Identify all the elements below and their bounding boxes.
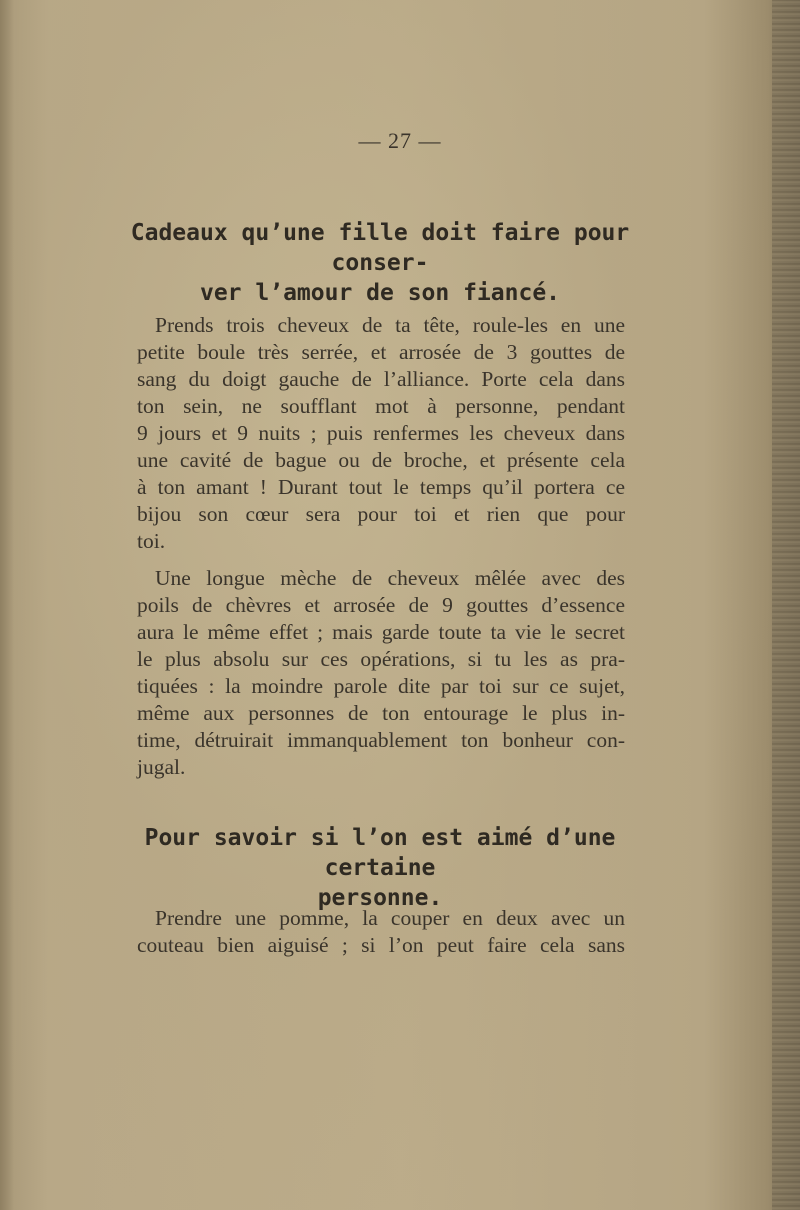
text-line: ton sein, ne soufflant mot à personne, pendant <box>137 394 625 418</box>
section-title-line: Cadeaux qu’une fille doit faire pour conser- <box>130 220 630 276</box>
page-right-edge <box>772 0 800 1210</box>
text-line: Prends trois cheveux de ta tête, roule-les en une <box>155 313 625 337</box>
section-title <box>120 218 640 308</box>
paragraph <box>137 905 625 959</box>
text-line: tiquées : la moindre parole dite par toi sur ce sujet, <box>137 674 625 698</box>
text-line: Prendre une pomme, la couper en deux avec un <box>155 906 625 930</box>
text-line: une cavité de bague ou de broche, et présente cela <box>137 448 625 472</box>
text-line: bijou son cœur sera pour toi et rien que pour <box>137 502 625 526</box>
paragraph <box>137 312 625 555</box>
text-line: petite boule très serrée, et arrosée de 3 gouttes de <box>137 340 625 364</box>
page-number: — 27 — <box>358 128 442 153</box>
section-title-line: Pour savoir si l’on est aimé d’une certaine <box>144 825 616 881</box>
section-title-line: personne. <box>317 885 443 911</box>
text-line: le plus absolu sur ces opérations, si tu les as pra- <box>137 647 625 671</box>
text-line: 9 jours et 9 nuits ; puis renfermes les cheveux dans <box>137 421 625 445</box>
text-line: Une longue mèche de cheveux mêlée avec des <box>155 566 625 590</box>
text-line: jugal. <box>137 755 186 779</box>
text-line: même aux personnes de ton entourage le plus in- <box>137 701 625 725</box>
text-line: toi. <box>137 529 166 553</box>
text-line: à ton amant ! Durant tout le temps qu’il portera ce <box>137 475 625 499</box>
text-line: aura le même effet ; mais garde toute ta vie le secret <box>137 620 625 644</box>
text-line: poils de chèvres et arrosée de 9 gouttes d’essence <box>137 593 625 617</box>
text-line: couteau bien aiguisé ; si l’on peut faire cela sans <box>137 933 625 957</box>
text-line: time, détruirait immanquablement ton bonheur con- <box>137 728 625 752</box>
section-title <box>120 823 640 913</box>
section-title-line: ver l’amour de son fiancé. <box>199 280 561 306</box>
paragraph <box>137 565 625 781</box>
text-line: sang du doigt gauche de l’alliance. Porte cela dans <box>137 367 625 391</box>
page-left-shadow <box>0 0 14 1210</box>
